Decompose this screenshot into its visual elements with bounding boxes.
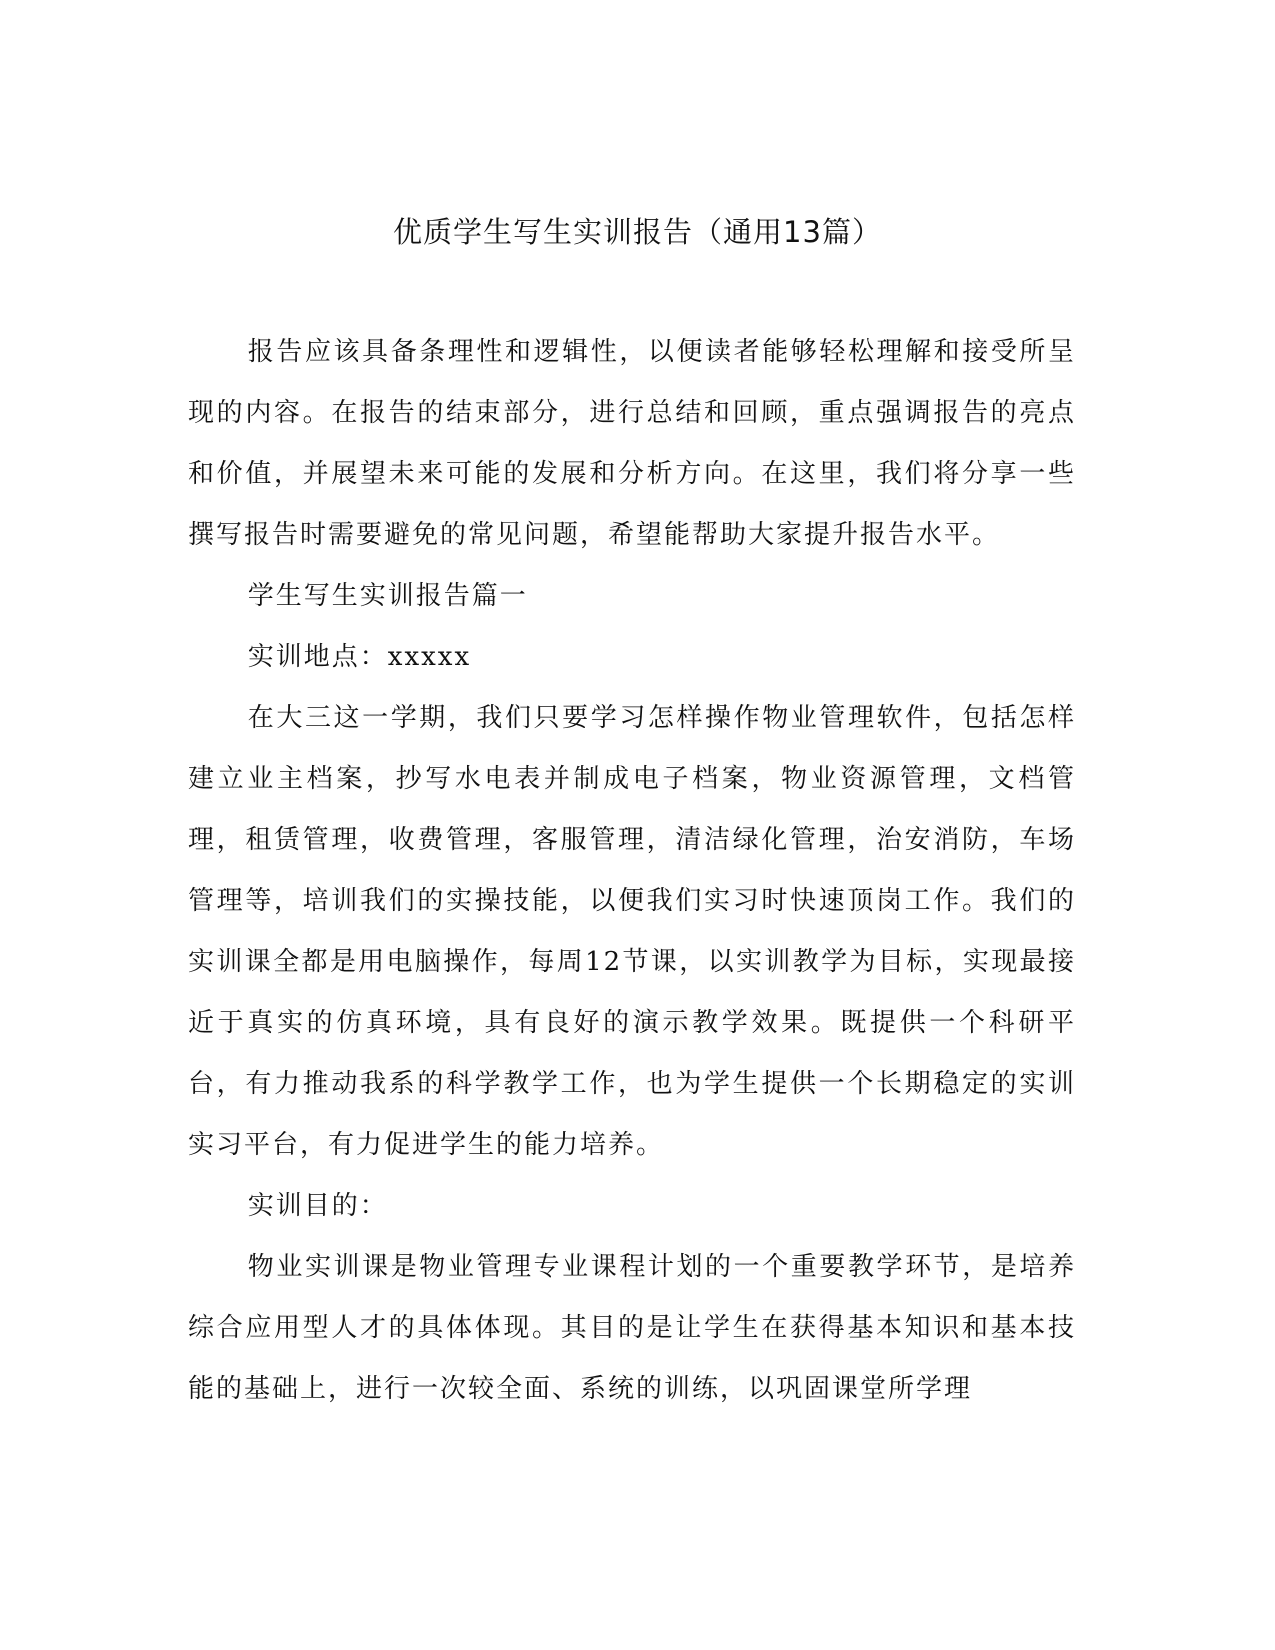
paragraph-purpose: 物业实训课是物业管理专业课程计划的一个重要教学环节，是培养综合应用型人才的具体体现。其目的是让学生在获得基本知识和基本技能的基础上，进行一次较全面、系统的训练，以巩固课堂所学理 (188, 1252, 1076, 1404)
paragraph-content: 在大三这一学期，我们只要学习怎样操作物业管理软件，包括怎样建立业主档案，抄写水电表并制成电子档案，物业资源管理，文档管理，租赁管理，收费管理，客服管理，清洁绿化管理，治安消防，车场管理等，培训我们的实操技能，以便我们实习时快速顶岗工作。我们的实训课全都是用电脑操作，每周12节课，以实训教学为目标，实现最接近于真实的仿真环境，具有良好的演示教学效果。既提供一个科研平台，有力推动我系的科学教学工作，也为学生提供一个长期稳定的实训实习平台，有力促进学生的能力培养。 (188, 703, 1076, 1160)
paragraph-intro: 报告应该具备条理性和逻辑性，以便读者能够轻松理解和接受所呈现的内容。在报告的结束部分，进行总结和回顾，重点强调报告的亮点和价值，并展望未来可能的发展和分析方向。在这里，我们将分享一些撰写报告时需要避免的常见问题，希望能帮助大家提升报告水平。 (188, 337, 1076, 550)
paragraph-location: 实训地点：xxxxx (247, 642, 472, 672)
document-body (188, 322, 1076, 1420)
paragraph-purpose-heading: 实训目的： (247, 1191, 388, 1221)
section-heading-1: 学生写生实训报告篇一 (247, 581, 528, 611)
document-title: 优质学生写生实训报告（通用13篇） (393, 215, 882, 249)
